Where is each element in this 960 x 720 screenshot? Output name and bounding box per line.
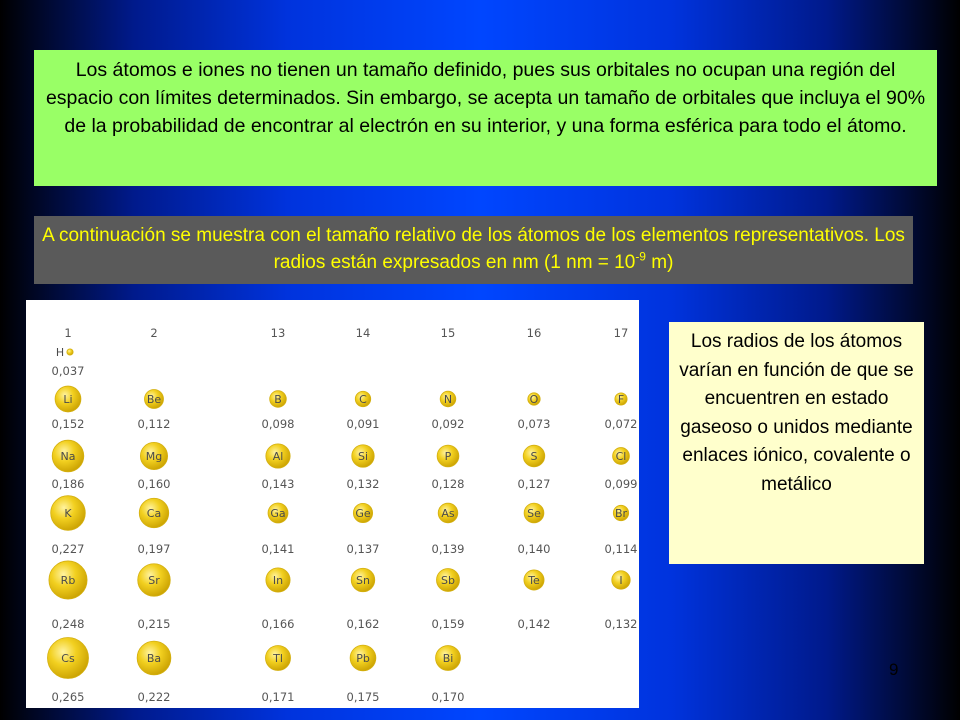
element-symbol-N: N [443,393,453,406]
group-label-1: 1 [64,326,72,340]
radius-value-Ca: 0,197 [137,542,171,556]
element-symbol-Ge: Ge [355,507,371,520]
atomic-radii-figure [26,300,639,708]
radius-value-B: 0,098 [261,417,295,431]
atomic-radii-table [26,300,639,708]
radius-value-P: 0,128 [431,477,465,491]
group-label-2: 2 [150,326,158,340]
element-symbol-As: As [441,507,455,520]
element-symbol-F: F [617,393,625,406]
subtitle-exponent: -9 [635,249,646,264]
element-symbol-Cs: Cs [61,652,75,665]
group-label-13: 13 [270,326,286,340]
element-symbol-Tl: Tl [273,652,283,665]
element-symbol-Mg: Mg [145,450,163,463]
radius-value-Ga: 0,141 [261,542,295,556]
element-symbol-Na: Na [60,450,76,463]
radius-value-Si: 0,132 [346,477,380,491]
element-symbol-H: H [55,346,65,359]
radius-value-Br: 0,114 [604,542,638,556]
element-symbol-Rb: Rb [60,574,76,587]
element-symbol-B: B [274,393,282,406]
radius-value-Bi: 0,170 [431,690,465,704]
element-symbol-S: S [530,450,538,463]
element-symbol-Si: Si [357,450,369,463]
element-symbol-Pb: Pb [356,652,370,665]
page-number: 9 [889,660,899,679]
intro-text: Los átomos e iones no tienen un tamaño definido, pues sus orbitales no ocupan una región del espacio con límites determinados. Sin embargo, se acepta un tamaño de orbitales que incluya el 90% de la probabilidad de encontrar al electrón en su interior, y una forma esférica para todo el átomo. [45,59,926,137]
element-symbol-In: In [272,574,284,587]
radius-value-Sn: 0,162 [346,617,380,631]
element-symbol-C: C [359,393,367,406]
element-symbol-O: O [529,393,539,406]
radius-value-C: 0,091 [346,417,380,431]
element-symbol-Sn: Sn [356,574,370,587]
radius-value-Cl: 0,099 [604,477,638,491]
radius-value-Be: 0,112 [137,417,171,431]
radius-value-Cs: 0,265 [51,690,85,704]
side-note-text: Los radios de los átomos varían en función de que se encuentren en estado gaseoso o unidos mediante enlaces iónico, covalente o metálico [679,331,914,495]
subtitle-text-end: m) [645,252,674,273]
radius-value-Sb: 0,159 [431,617,465,631]
element-symbol-Ga: Ga [270,507,286,520]
group-label-14: 14 [355,326,371,340]
radius-value-K: 0,227 [51,542,85,556]
radius-value-Ba: 0,222 [137,690,171,704]
element-symbol-Ba: Ba [146,652,162,665]
radius-value-Al: 0,143 [261,477,295,491]
element-symbol-Al: Al [272,450,284,463]
element-symbol-P: P [444,450,452,463]
group-label-16: 16 [526,326,542,340]
element-symbol-K: K [64,507,72,520]
intro-text-box [34,50,937,186]
subtitle-box [34,216,913,284]
radius-value-Se: 0,140 [517,542,551,556]
element-symbol-Li: Li [63,393,73,406]
element-symbol-Cl: Cl [615,450,627,463]
radius-value-H: 0,037 [51,364,85,378]
element-symbol-I: I [619,574,623,587]
element-symbol-Te: Te [528,574,540,587]
radius-value-Li: 0,152 [51,417,85,431]
radius-value-Na: 0,186 [51,477,85,491]
element-symbol-Se: Se [527,507,541,520]
radius-value-I: 0,132 [604,617,638,631]
element-symbol-Bi: Bi [442,652,454,665]
element-symbol-Br: Br [614,507,628,520]
group-label-15: 15 [440,326,456,340]
radius-value-N: 0,092 [431,417,465,431]
radius-value-O: 0,073 [517,417,551,431]
group-label-17: 17 [613,326,629,340]
element-symbol-Ca: Ca [146,507,162,520]
radius-value-Sr: 0,215 [137,617,171,631]
radius-value-Pb: 0,175 [346,690,380,704]
radius-value-As: 0,139 [431,542,465,556]
element-symbol-Sr: Sr [148,574,160,587]
radius-value-Rb: 0,248 [51,617,85,631]
radius-value-Mg: 0,160 [137,477,171,491]
radius-value-S: 0,127 [517,477,551,491]
radius-value-Ge: 0,137 [346,542,380,556]
element-symbol-Be: Be [146,393,162,406]
side-note-box [669,322,924,564]
radius-value-In: 0,166 [261,617,295,631]
subtitle-text: A continuación se muestra con el tamaño relativo de los átomos de los elementos representativos. Los radios están expresados en nm (1 nm = 10 [42,225,905,273]
atom-H [67,349,73,355]
element-symbol-Sb: Sb [441,574,455,587]
radius-value-Tl: 0,171 [261,690,295,704]
radius-value-F: 0,072 [604,417,638,431]
radius-value-Te: 0,142 [517,617,551,631]
